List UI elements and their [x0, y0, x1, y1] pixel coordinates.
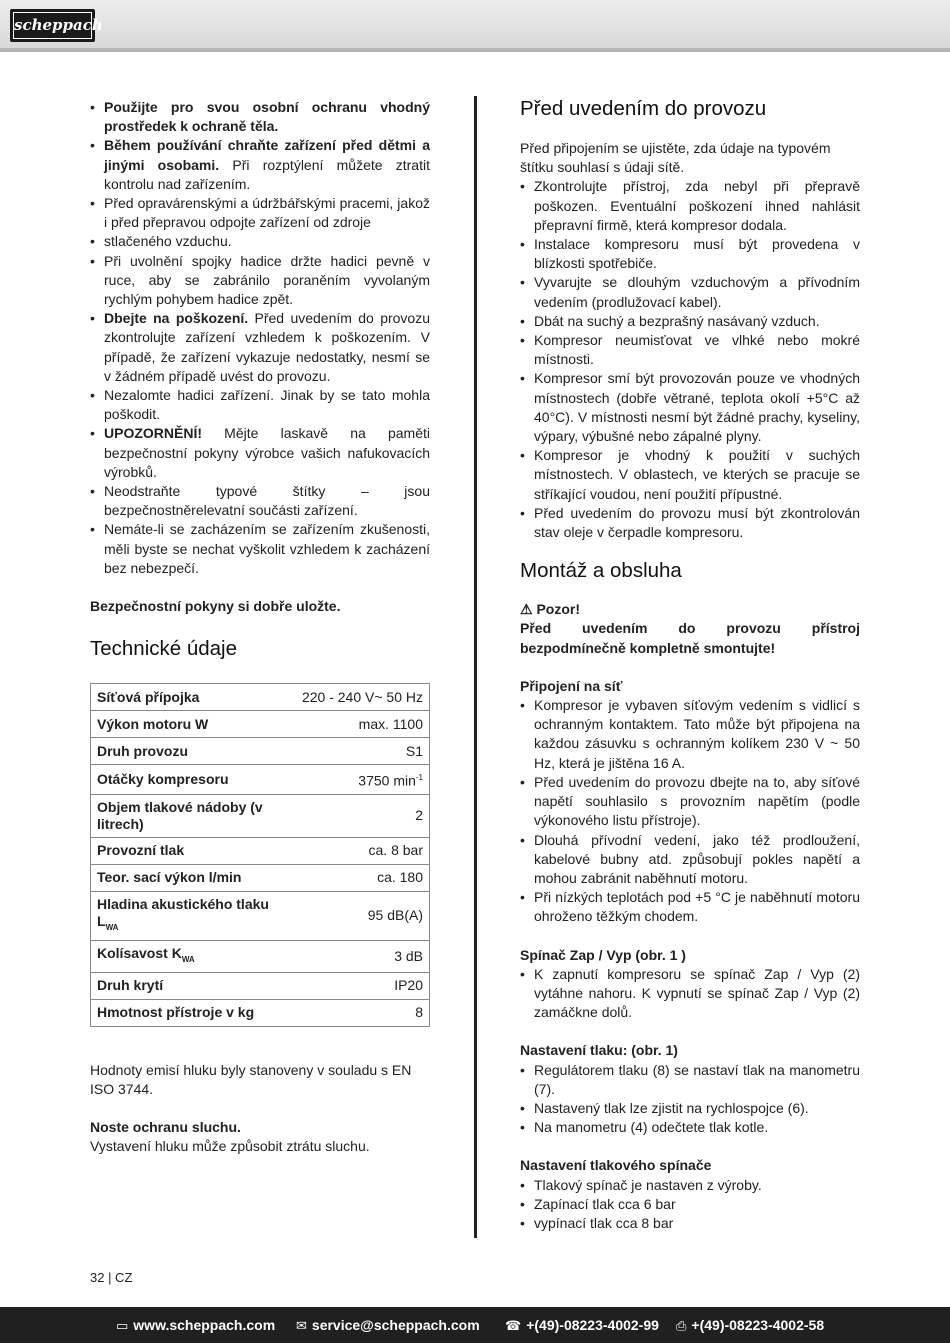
safety-item: • Během používání chraňte zařízení před dětmi a jinými osobami. Při rozptýlení můžete ztratit kontrolu nad zařízením. [90, 136, 430, 194]
switch-heading: Spínač Zap / Vyp (obr. 1 ) [520, 946, 686, 963]
hearing-heading: Noste ochranu sluchu. [90, 1118, 241, 1135]
footer-web[interactable]: ▭ www.scheppach.com [116, 1317, 276, 1334]
switch-list [520, 965, 860, 1023]
spec-row: Kolísavost $K_{WA}$ 3 dB [91, 940, 430, 972]
caution-text: Před uvedením do provozu přístroj bezpodmínečně kompletně smontujte! [520, 620, 860, 656]
spec-table [90, 683, 430, 1026]
safety-item: • Nezalomte hadici zařízení. Jinak by se tato mohla poškodit. [90, 386, 430, 424]
list-item: • Na manometru (4) odečtete tlak kotle. [520, 1118, 860, 1137]
caution-label: ⚠ Pozor! [520, 601, 581, 618]
left-column [90, 98, 430, 1156]
list-item: • Před uvedením do provozu dbejte na to, aby síťové napětí souhlasilo s provozním napětím (podle výkonového listu přístroje). [520, 773, 860, 831]
list-item: • Kompresor smí být provozován pouze ve vhodných místnostech (dobře větrané, teplota okolí +5°C až 40°C). V místnosti nesmí být žádné prachy, kyseliny, výpary, výbušné nebo zápalné plyny. [520, 369, 860, 446]
assembly-heading: Montáž a obsluha [520, 559, 682, 583]
scheppach-logo[interactable] [10, 9, 103, 42]
safety-item: • UPOZORNĚNÍ! Mějte laskavě na paměti bezpečnostní pokyny výrobce vašich nafukovacích výrobků. [90, 424, 430, 482]
footer-phone[interactable]: ☎ +(49)-08223-4002-99 [505, 1317, 659, 1334]
list-item: • Kompresor je vybaven síťovým vedením s vidlicí s ochranným kontaktem. Tato může být připojena na každou zásuvku s ochranným kolíkem 230 V ~ 50 Hz, která je jištěna 16 A. [520, 696, 860, 773]
safety-item: • stlačeného vzduchu. [90, 232, 430, 251]
footer-bar [0, 1307, 950, 1343]
before-intro: Před připojením se ujistěte, zda údaje na typovém štítku souhlasí s údaji sítě. [520, 140, 831, 176]
tech-data-heading: Technické údaje [90, 637, 238, 661]
hearing-text: Vystavení hluku může způsobit ztrátu sluchu. [90, 1138, 370, 1155]
list-item: • Kompresor je vhodný k použití v suchých místnostech. V oblastech, ve kterých se pracuje se stříkající voudou, není použití přípustné. [520, 446, 860, 504]
safety-item: • Použijte pro svou osobní ochranu vhodný prostředek k ochraně těla. [90, 98, 430, 136]
phone-icon: ☎ [505, 1319, 522, 1334]
spec-row: Otáčky kompresoru 3750 $\min^{-1}$ [91, 765, 430, 795]
page-number: 32 | CZ [90, 1270, 133, 1285]
pressure-list [520, 1061, 860, 1138]
spec-row: Druh krytí IP20 [91, 972, 430, 999]
warning-icon: ⚠ [520, 601, 533, 618]
list-item: • Dlouhá přívodní vedení, jako též prodloužení, kabelové bubny atd. způsobují pokles napětí a mohou zabránit naběhnutí motoru. [520, 831, 860, 889]
pressure-switch-list [520, 1176, 860, 1234]
right-column [520, 96, 860, 1233]
spec-row: Teor. sací výkon l/min ca. 180 [91, 864, 430, 891]
footer-fax[interactable]: ⎙ +(49)-08223-4002-58 [676, 1317, 825, 1334]
list-item: • Nastavený tlak lze zjistit na rychlospojce (6). [520, 1099, 860, 1118]
safety-item: • Dbejte na poškození. Před uvedením do provozu zkontrolujte zařízení vzhledem k poškozením. V případě, že zařízení vykazuje nedostatky, nesmí se v žádném případě uvést do provozu. [90, 309, 430, 386]
list-item: • Tlakový spínač je nastaven z výroby. [520, 1176, 860, 1195]
list-item: • K zapnutí kompresoru se spínač Zap / Vyp (2) vytáhne nahoru. K vypnutí se spínač Zap / Vyp (2) zamáčkne dolů. [520, 965, 860, 1023]
safety-item: • Před opravárenskými a údržbářskými pracemi, jakož i před přepravou odpojte zařízení od zdroje [90, 194, 430, 232]
footer-email[interactable]: ✉ service@scheppach.com [296, 1317, 480, 1334]
spec-row: Síťová přípojka 220 - 240 V~ 50 Hz [91, 684, 430, 711]
safety-item: • Nemáte-li se zacházením se zařízením zkušenosti, měli byste se nechat vyškolit vzhledem k zacházení bez nebezpečí. [90, 520, 430, 578]
list-item: • Před uvedením do provozu musí být zkontrolován stav oleje v čerpadle kompresoru. [520, 504, 860, 542]
pressure-switch-heading: Nastavení tlakového spínače [520, 1157, 712, 1174]
mains-list [520, 696, 860, 926]
list-item: • Regulátorem tlaku (8) se nastaví tlak na manometru (7). [520, 1061, 860, 1099]
mains-heading: Připojení na síť [520, 677, 623, 694]
emission-note: Hodnoty emisí hluku byly stanoveny v souladu s EN ISO 3744. [90, 1061, 412, 1097]
column-divider [474, 96, 477, 1238]
list-item: • Při nízkých teplotách pod +5 °C je naběhnutí motoru ohroženo těžkým chodem. [520, 888, 860, 926]
spec-row: Hladina akustického tlaku $L_{WA}$ 95 dB(A) [91, 891, 430, 940]
pressure-heading: Nastavení tlaku: (obr. 1) [520, 1042, 678, 1059]
spec-row: Druh provozu S1 [91, 738, 430, 765]
spec-row: Objem tlakové nádoby (v litrech) 2 [91, 794, 430, 837]
logo-text: scheppach [13, 12, 92, 39]
list-item: • vypínací tlak cca 8 bar [520, 1214, 860, 1233]
computer-icon: ▭ [116, 1319, 129, 1334]
spec-row: Výkon motoru W max. 1100 [91, 711, 430, 738]
before-operation-heading: Před uvedením do provozu [520, 97, 767, 120]
keep-safe-note: Bezpečnostní pokyny si dobře uložte. [90, 598, 341, 615]
list-item: • Instalace kompresoru musí být provedena v blízkosti spotřebiče. [520, 235, 860, 273]
safety-item: • Při uvolnění spojky hadice držte hadici pevně v ruce, aby se zabránilo poraněním vyvolaným rychlým pohybem hadice zpět. [90, 252, 430, 310]
list-item: • Zapínací tlak cca 6 bar [520, 1195, 860, 1214]
safety-item: • Neodstraňte typové štítky – jsou bezpečnostněrelevatní součásti zařízení. [90, 482, 430, 520]
safety-list [90, 98, 430, 578]
list-item: • Kompresor neumisťovat ve vlhké nebo mokré místnosti. [520, 331, 860, 369]
before-list [520, 177, 860, 542]
email-icon: ✉ [296, 1319, 307, 1334]
list-item: • Vyvarujte se dlouhým vzduchovým a přívodním vedením (prodlužovací kabel). [520, 273, 860, 311]
spec-row: Hmotnost přístroje v kg 8 [91, 999, 430, 1026]
list-item: • Dbát na suchý a bezprašný nasávaný vzduch. [520, 312, 860, 331]
fax-icon: ⎙ [676, 1319, 687, 1334]
spec-row: Provozní tlak ca. 8 bar [91, 837, 430, 864]
header-bar [0, 0, 950, 52]
list-item: • Zkontrolujte přístroj, zda nebyl při přepravě poškozen. Eventuální poškození ihned nahlásit přepravní firmě, která kompresor dodala. [520, 177, 860, 235]
